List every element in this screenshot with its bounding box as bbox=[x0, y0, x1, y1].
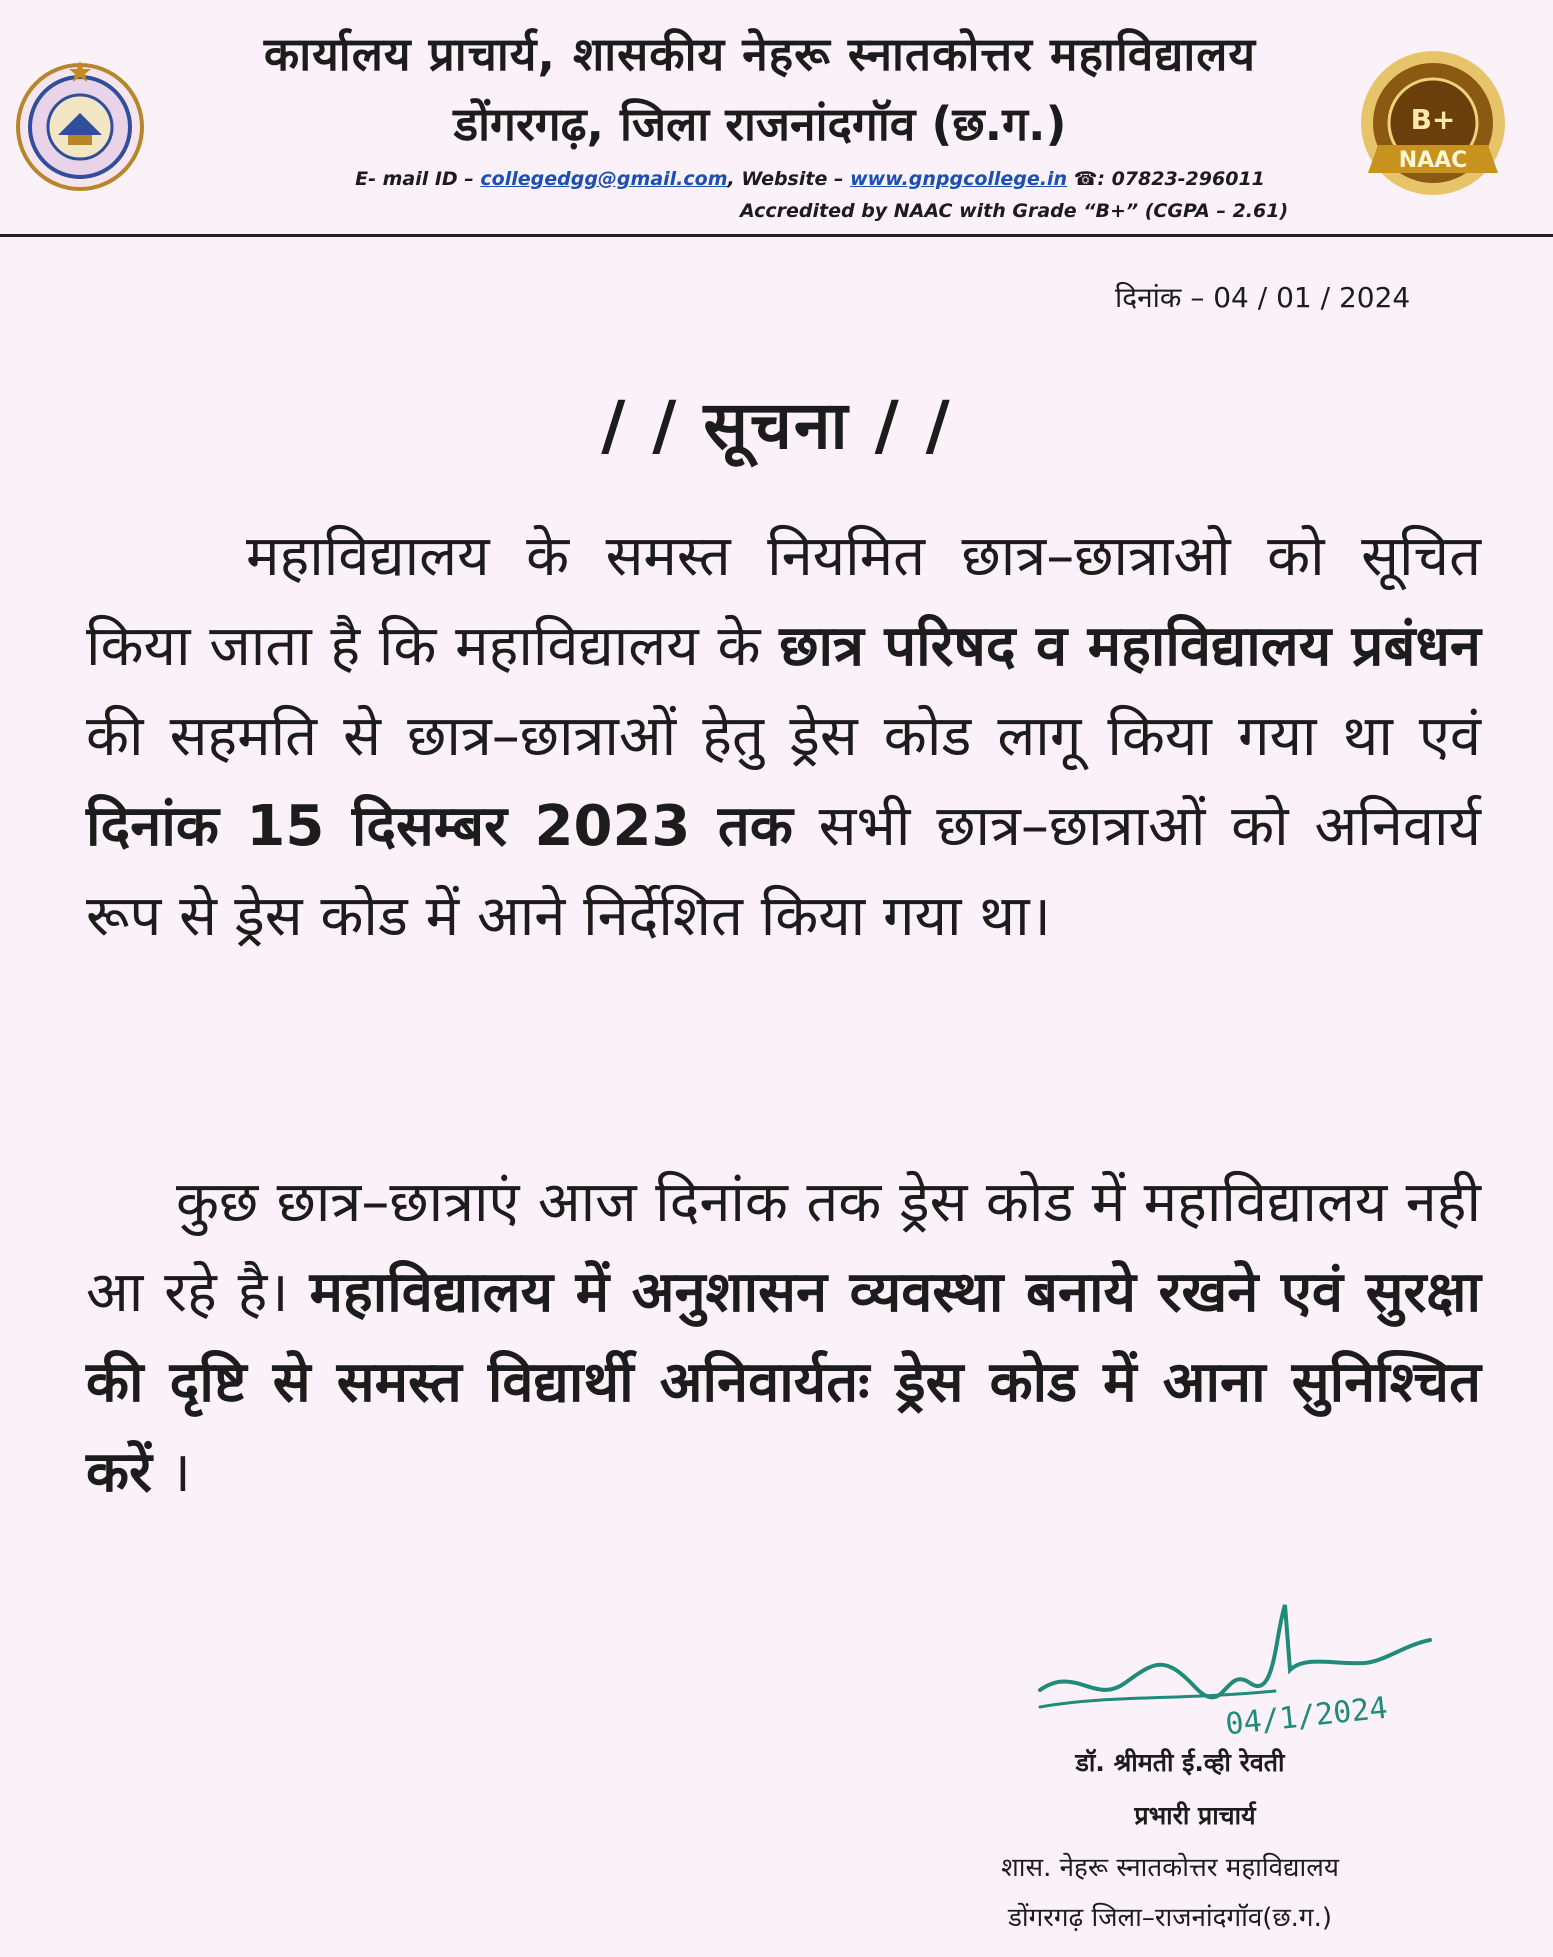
email-label: E- mail ID – bbox=[355, 168, 481, 190]
notice-date: दिनांक – 04 / 01 / 2024 bbox=[1115, 281, 1411, 314]
naac-text: NAAC bbox=[1398, 148, 1468, 173]
p2-text-c: । bbox=[151, 1440, 191, 1505]
signatory-role: प्रभारी प्राचार्य bbox=[1134, 1801, 1256, 1830]
website-label: , Website – bbox=[727, 168, 851, 190]
p1-text-a: महाविद्यालय के समस्त नियमित छात्र–छात्राओ को सूचित किया जाता है कि महाविद्यालय के bbox=[86, 524, 1481, 679]
letterhead bbox=[0, 0, 1553, 240]
office-location: डोंगरगढ़, जिला राजनांदगॉव (छ.ग.) bbox=[453, 97, 1067, 151]
contact-line bbox=[330, 168, 1290, 190]
p2-bold-b: महाविद्यालय में अनुशासन व्यवस्था बनाये रखने एवं सुरक्षा की दृष्टि से समस्त विद्यार्थी अनिवार्यतः ड्रेस कोड में आना सुनिश्चित करें bbox=[86, 1260, 1481, 1505]
naac-grade: B+ bbox=[1410, 103, 1456, 136]
notice-paragraph-1 bbox=[86, 512, 1481, 962]
p1-text-e: सभी छात्र–छात्राओं को अनिवार्य रूप से ड्रेस कोड में आने निर्देशित किया गया था। bbox=[86, 794, 1481, 949]
p1-text-c: की सहमति से छात्र–छात्राओं हेतु ड्रेस कोड लागू किया गया था एवं bbox=[86, 704, 1481, 769]
website-link[interactable]: www.gnpgcollege.in bbox=[850, 168, 1068, 190]
college-logo bbox=[10, 55, 150, 195]
signature-date: 04/1/2024 bbox=[1223, 1690, 1390, 1743]
p1-bold-d: दिनांक 15 दिसम्बर 2023 तक bbox=[86, 794, 793, 859]
signatory-place: डोंगरगढ़ जिला–राजनांदगॉव(छ.ग.) bbox=[1008, 1903, 1332, 1933]
phone-icon: ☎ bbox=[1073, 168, 1098, 190]
phone-number: : 07823-296011 bbox=[1097, 168, 1265, 190]
naac-seal bbox=[1348, 45, 1518, 200]
letterhead-divider bbox=[0, 234, 1553, 237]
accreditation-line: Accredited by NAAC with Grade “B+” (CGPA – 2.61) bbox=[740, 200, 1289, 222]
email-link[interactable]: collegedgg@gmail.com bbox=[480, 168, 728, 190]
office-title: कार्यालय प्राचार्य, शासकीय नेहरू स्नातकोत्तर महाविद्यालय bbox=[263, 27, 1257, 81]
notice-paragraph-2 bbox=[86, 1158, 1481, 1518]
signatory-name: डॉ. श्रीमती ई.व्ही रेवती bbox=[1075, 1748, 1285, 1777]
p2-text-a: कुछ छात्र–छात्राएं आज दिनांक तक ड्रेस कोड में महाविद्यालय नही आ रहे है। bbox=[86, 1170, 1481, 1325]
p1-bold-b: छात्र परिषद व महाविद्यालय प्रबंधन bbox=[779, 614, 1482, 679]
signatory-college: शास. नेहरू स्नातकोत्तर महाविद्यालय bbox=[1001, 1853, 1339, 1883]
notice-title: / / सूचना / / bbox=[601, 387, 952, 464]
